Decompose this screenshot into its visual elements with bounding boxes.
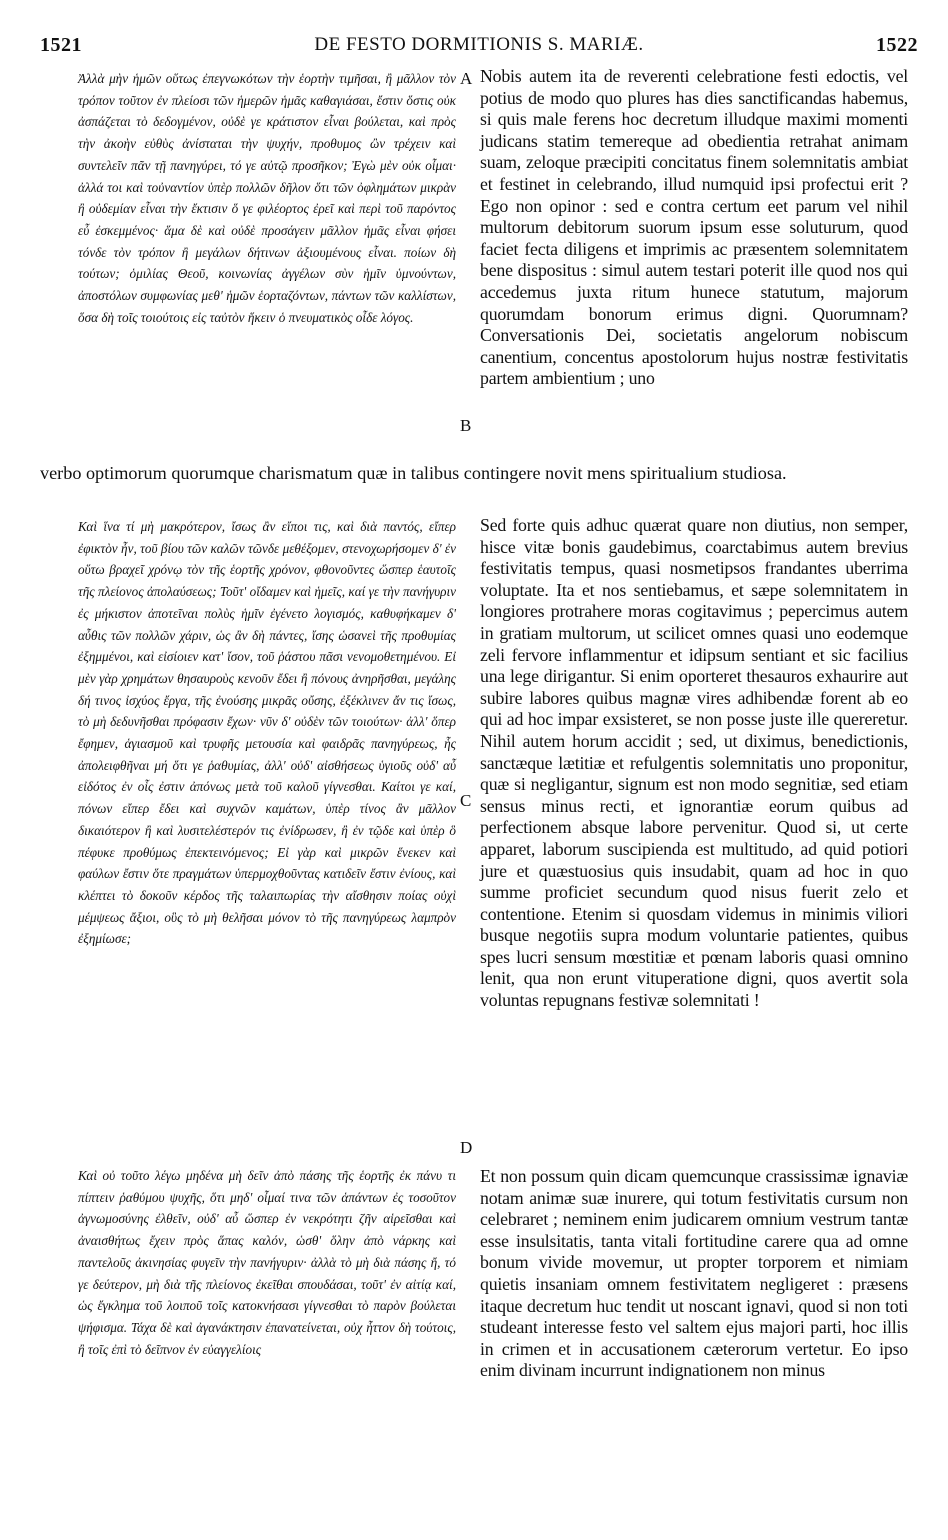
greek-paragraph: Καὶ ἵνα τί μὴ μακρότερον, ἴσως ἂν εἴποι τις, καὶ διὰ παντός, εἴπερ ἐφικτὸν ἦν, τοῦ βίου τῶν καλῶν τῶνδε μεθέξομεν, στενοχωρήσομεν δ' ἐν οὕτω βραχεῖ χρόνῳ τὸν τῆς ἑορτῆς χρόνον, φθονοῦντες ὥσπερ ἑαυτοῖς τῆς πλείονος ἀπολαύσεως; Τοῦτ' οἴδαμεν καὶ ἡμεῖς, καί γε τὴν πανήγυριν ἐς μήκιστον ἀποτεῖναι πολὺς ἡμῖν ἐγένετο λογισμός, καθυφήκαμεν δ' αὖθις τῶν πολλῶν χάριν, ὡς ἂν δὴ πάντες, ἴσης ὡσανεὶ τῆς προθυμίας ἐξημμένοι, καὶ εἰσίοιεν κατ' ἴσον, τοῦ ῥάστου πᾶσι νενομοθετημένου. Εἰ μὲν γὰρ χρημάτων θησαυροὺς κενοῦν ἔδει ἢ πόνους ἀνηρῆσθαι, μεγάλης δή τινος ἰσχύος ἔργα, τῆς ἐνούσης μικρᾶς οὔσης, ἐξέκλινεν ἄν τις ἴσως, τὸ μὴ δεδυνῆσθαι πρόφασιν ἔχων· νῦν δ' οὐδὲν τῶν τοιούτων· ἀλλ' ὅπερ ἔφημεν, ἁγιασμοῦ καὶ τρυφῆς μετουσία καὶ φαιδρᾶς πανηγύρεως, ἧς ἀπολειφθῆναι μή ὅτι γε ῥαθυμίας, ἀλλ' οὐδ' αἰσθήσεως ὑγιοῦς οὐδ' αὖ εἰδότος ἐν οἷς ἐστιν ἀπόνως μετὰ τοῦ καλοῦ γίγνεσθαι. Καίτοι γε καί, πόνων εἴπερ ἔδει καὶ συχνῶν καμάτων, ὑπὲρ τίνος ἂν μᾶλλον δικαιότερον ἢ καὶ λυσιτελέστερόν τις ἐνίδρωσεν, ἢ ἐν τῷδε καὶ ὑπὲρ ὃ πέφυκε προθύμως ἐπεκτεινόμενος; Εἰ γὰρ καὶ μικρῶν ἕνεκεν καὶ φαύλων ἔστιν ὅτε πραγμάτων ὑπερμοχθοῦντας κατιδεῖν ἔστιν ἐνίους, καὶ κλέπτει τὸ δοκοῦν κέρδος τῆς ταλαιπωρίας τὴν αἴσθησιν ποίας οὐχὶ μέμψεως ἄξιοι, οὓς τὸ μὴ θελῆσαι μόνον τὸ τῆς πανηγύρεως λαμπρὸν ἐξημίωσε; [78,519,456,947]
latin-continuation: verbo optimorum quorumque charismatum quæ in talibus contingere novit mens spiritualium studiosa. [40,463,787,483]
greek-column-section-3 [78,1165,456,1360]
page-number-right: 1522 [876,34,918,56]
margin-marker-d: D [460,1138,473,1157]
fullwidth-continuation [40,462,908,484]
margin-marker-c: C [460,791,472,810]
latin-paragraph: Et non possum quin dicam quemcunque crassissimæ ignaviæ notam animæ suæ inurere, qui totum festivitatis cursum non celebraret ; neminem enim judicarem omnium vestrum tantæ esse insulsitatis, tanta vitali fortitudine carere qua ad omne bonum vivide movemur, ut propter torporem et nimiam quietis insaniam omnem festivitatem negligeret : præsens itaque decretum huc tendit ut noscant ignavi, quod si non toti studeant interesse festo vel saltem ejus majori parti, hoc illis in crimen et in accusationem cæterorum vertetur. Eo ipso enim divinam incurrunt indignationem non minus [480,1166,908,1381]
latin-paragraph: Nobis autem ita de reverenti celebratione festi edoctis, vel potius de modo quo plures has dies sanctificandas habemus, si quis male ferens hoc decretum illudque maximi momenti judicans statim temereque ad obedientia retrahat animam suam, zeloque præcipiti concitatus finem solemnitatis ambiat et festinet in celebrando, illud numquid ipsi profectui erit ? Ego non opinor : sed e contra certum eet parum vel nihil multorum debitorum suorum ipsum esse soluturum, quod faciet fecta diligens et imprimis ac præsentem solemnitatem bene dispositus : simul autem testari poterit ille quod nos qui accedemus juxta ritum hunece statutum, majorum quorumdam bonorum erimus digni. Quorumnam? Conversationis Dei, societatis angelorum nobiscum canentium, concentus apostolorum hujus nostræ festivitatis partem ambientium ; uno [480,66,908,389]
latin-paragraph: Sed forte quis adhuc quærat quare non diutius, non semper, hisce vitæ bonis gaudebimus, coarctabimus autem brevius festivitatis tempus, quasi nosmetipsos frandantes uberrima voluptate. Ita et nos sentiebamus, et sæpe solemnitatem in longiores protrahere moras cogitavimus ; pepercimus autem in gratiam multorum, ut scilicet omnes quasi uno eodemque zeli fervore inflammentur et idipsum sentiant et sic facilius una lege dirigantur. Si enim oporteret thesauros exhaurire aut subire labores quibus magnæ vires adhibendæ forent ab eo qui ad hoc impar exsisteret, se non posse juste ille quereretur. Nihil autem horum accidit ; sed, ut diximus, benedictionis, sanctæque lætitiæ et refulgentis solemnitatis uno proponitur, quæ si negligantur, signum est non modo segnitiæ, sed etiam sensus minus recti, et ignorantiæ eorum quibus ad perfectionem absque labore pervenitur. Quod si, ut certe apparet, laborum suscipienda est multitudo, ad quid potiori jure et quæstuosius quis insudabit, quam ad hoc in quo summe proficiet secundum quod nisus fuerit zelo et contentione. Etenim si quosdam videmus in minimis viliori busque negotiis supra modum voluntarie patientes, quibus spes lucri sensum mœstitiæ et pœnam laboris quasi omnino lenit, qua non erunt vituperatione digni, quos avertit sola voluntas repugnans festivæ solemnitati ! [480,515,908,1011]
latin-column-section-1 [480,66,908,390]
page-number-left: 1521 [40,34,82,56]
latin-column-section-3 [480,1166,908,1382]
greek-paragraph: Καὶ οὐ τοῦτο λέγω μηδένα μὴ δεῖν ἀπὸ πάσης τῆς ἑορτῆς ἐκ πάνυ τι πίπτειν ῥαθύμου ψυχῆς, ὅτι μηδ' οἶμαί τινα τῶν ἁπάντων ἐς τοσοῦτον ἀγνωμοσύνης ἐλθεῖν, οὐδ' αὖ ὥσπερ ἐν νεκρότητι ζῆν αἱρεῖσθαι καὶ ἀναισθήτως ἔχειν πρὸς ἅπας καλόν, ὡσθ' ὅλην ἀπὸ νάρκης καὶ παντελοῦς ἀκινησίας φυγεῖν τὴν πανήγυριν· ἀλλὰ τὸ μὴ διὰ πάσης ἤ, τό γε δεύτερον, μὴ διὰ τῆς πλείονος ἐκεῖθαι σπουδάσαι, τοῦτ' ἐν αἰτίᾳ καί, ὡς ἔγκλημα τοῦ λοιποῦ τοῖς κατοκνήσασι γίγνεσθαι τὸ παρὸν βούλεται ψήφισμα. Τάχα δὲ καὶ ἀγανάκτησιν ἐπανατείνεται, οὐχ ἧττον δὴ τούτοις, ἢ τοῖς ἐπὶ τὸ δεῖπνον ἐν εὐαγγελίοις [78,1168,456,1357]
greek-column-section-2 [78,516,456,950]
margin-marker-a: A [460,69,473,88]
running-title: DE FESTO DORMITIONIS S. MARIÆ. [314,34,644,55]
latin-column-section-2 [480,515,908,1012]
greek-paragraph: Ἀλλὰ μὴν ἡμῶν οὕτως ἐπεγνωκότων τὴν ἑορτὴν τιμῆσαι, ἢ μᾶλλον τὸν τρόπον τοῦτον ἐν πλείοσι τῶν ἡμερῶν ἡμᾶς καθαγιάσαι, ἔστιν ὅστις οὐκ ἀσπάζεται τὸ δεδογμένον, οὐδὲ γε κράτιστον εἶναι βούλεται, καὶ πρὸς τὴν ἀκοὴν εὐθὺς ἀνίσταται τὴν ψυχήν, προθυμος ὢν τρέχειν καὶ συντελεῖν πᾶν τῇ πανηγύρει, τό γε αὐτῷ προσῆκον; Ἐγὼ μὲν οὐκ οἶμαι· ἀλλά τοι καὶ τοὐναντίον ὑπὲρ πολλῶν δῆλον ὅτι τῶν ὀφλημάτων μικρὰν ἢ οὐδεμίαν εἶναι τὴν ἔκτισιν ὅ γε φιλέορτος ἐρεῖ καὶ περὶ τοῦ παρόντος εὖ ἐσκεμμένος· ἅμα δὲ καὶ οὐδὲ προσάγειν μᾶλλον ἡμᾶς εἶναι φήσει τόνδε τὸν τρόπον ἢ μεγάλων δήτινων ἀξιουμένους εἶναι. ποίων δὴ τούτων; ὁμιλίας Θεοῦ, κοινωνίας ἀγγέλων σὺν ἡμῖν ὑμνούντων, ἀποστόλων συμφωνίας μεθ' ἡμῶν ἑορταζόντων, πάντων τῶν καλλίστων, ὅσα δὴ τοῖς τοιούτοις εἰς ταὐτὸν ἥκειν ὁ πνευματικὸς οἶδε λόγος. [78,71,456,325]
margin-marker-b: B [460,416,472,435]
page-header [40,34,918,58]
greek-column-section-1 [78,68,456,328]
